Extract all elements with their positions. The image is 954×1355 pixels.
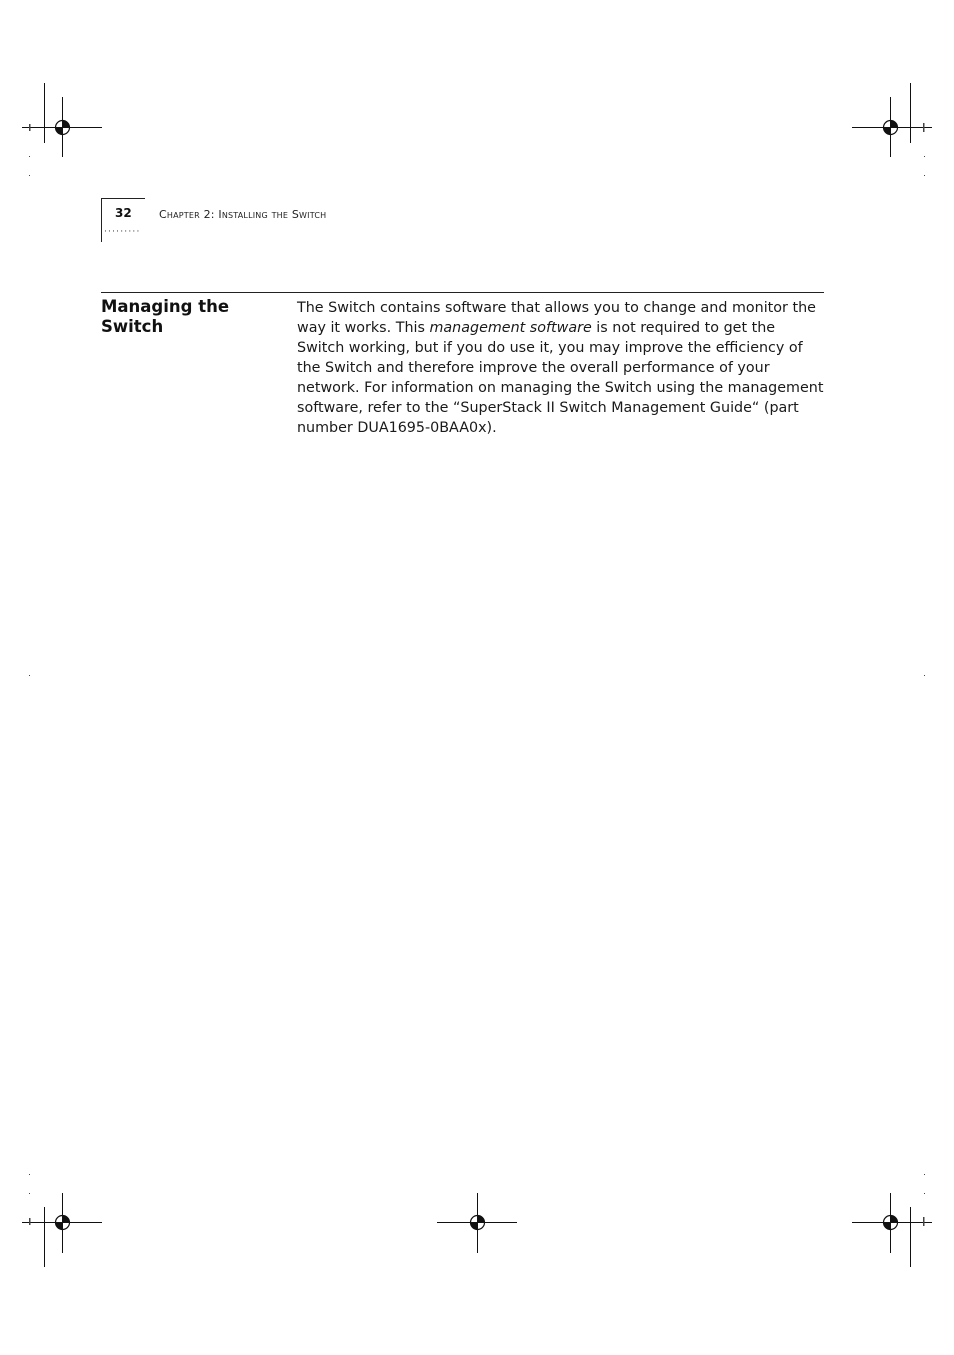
- dotted-ornament: ·········: [104, 227, 141, 237]
- body-emphasis: management software: [429, 320, 592, 336]
- section-heading-line-2: Switch: [101, 317, 164, 336]
- section-body-paragraph: [297, 298, 825, 438]
- registration-target-icon: [52, 117, 901, 1233]
- page-number-box-left-rule: [101, 198, 102, 242]
- section-heading: [101, 297, 281, 337]
- page-number: 32: [115, 206, 132, 220]
- body-text-part-1: The Switch contains software that allows you to change and monitor the way it works. This: [297, 300, 816, 336]
- page-number-box-top-rule: [101, 198, 145, 199]
- section-rule: [101, 292, 824, 293]
- body-text-part-2: is not required to get the Switch working, but if you do use it, you may improve the efficiency of the Switch and therefore improve the overall performance of your network. For information on managing the Switch using the management software, refer to the “SuperStack II Switch Management Guide“ (part number DUA1695-0BAA0x).: [297, 320, 824, 436]
- running-head: Chapter 2: Installing the Switch: [159, 208, 327, 221]
- section-heading-line-1: Managing the: [101, 297, 230, 316]
